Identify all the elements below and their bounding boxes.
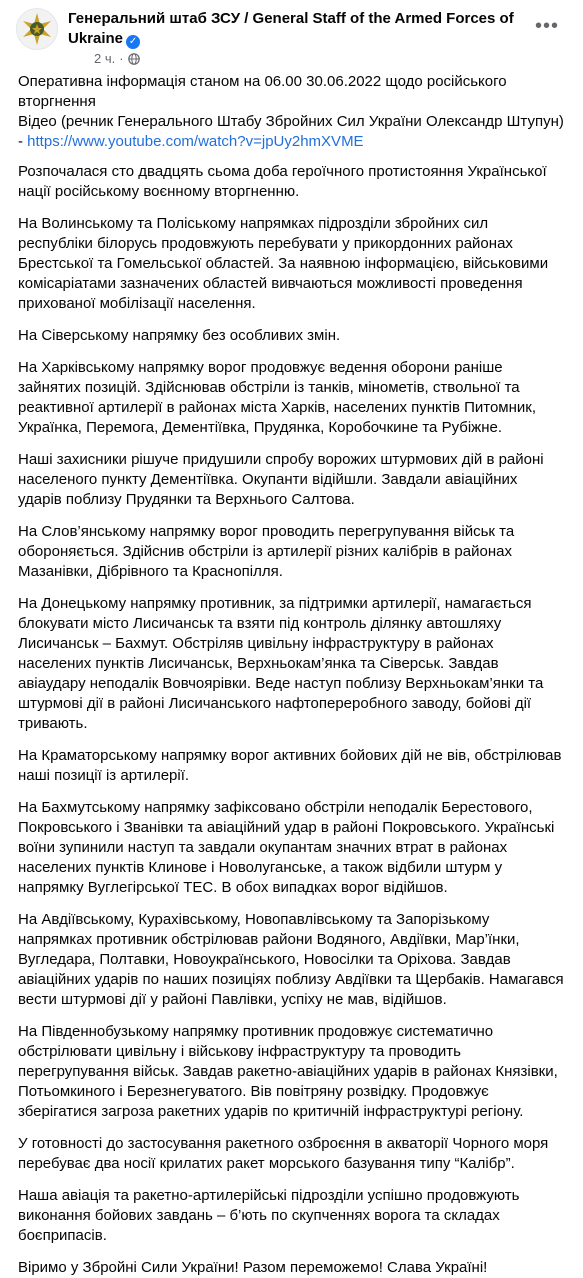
paragraph: Віримо у Збройні Сили України! Разом переможемо! Слава Україні! (18, 1259, 488, 1276)
paragraph: На Бахмутському напрямку зафіксовано обстріли неподалік Берестового, Покровського і Званівки та авіаційний удар в районі Покровського. Українські воїни зупинили наступ та завдали окупантам значних втрат в районах населених пунктів Клинове і Новолуганське, а також відбили штурм у напрямку Вуглегірської ТЕС. В обох випадках ворог відійшов. (18, 799, 555, 896)
paragraph: На Донецькому напрямку противник, за підтримки артилерії, намагається блокувати місто Лисичанськ та взяти під контроль ділянку автошляху Лисичанськ – Бахмут. Обстріляв цивільну інфраструктуру в районах населених пунктів Лисичанськ, Верхньокам’янка та Сіверськ. Завдав авіаудару неподалік Вовчоярівки. Веде наступ поблизу Верхньокам’янки та штурмові дії в районі Лисичанського нафтопереробного заводу, бойові дії тривають. (18, 595, 544, 732)
meta-separator: · (119, 51, 124, 66)
page-name-text[interactable]: Генеральний штаб ЗСУ / General Staff of the Armed Forces of Ukraine (68, 10, 514, 47)
paragraph: На Слов’янському напрямку ворог проводить перегрупування військ та обороняється. Здійснив обстріли із артилерії різних калібрів в районах Мазанівки, Дібрівного та Краснопілля. (18, 523, 515, 580)
page-avatar[interactable] (16, 8, 58, 50)
paragraph: Наша авіація та ракетно-артилерійські підрозділи успішно продовжують виконання бойових завдань – б’ють по скупченнях ворога та складах боєприпасів. (18, 1187, 520, 1244)
paragraph: Наші захисники рішуче придушили спробу ворожих штурмових дій в районі населеного пункту Дементіївка. Окупанти відійшли. Завдали авіаційних ударів поблизу Прудянки та Верхнього Салтова. (18, 451, 544, 508)
post-timestamp[interactable]: 2 ч. (94, 51, 116, 66)
general-staff-emblem-icon (19, 11, 55, 47)
globe-icon (128, 53, 140, 65)
intro-title: Оперативна інформація станом на 06.00 30.06.2022 щодо російського вторгнення (18, 73, 507, 110)
verified-badge-icon: ✓ (126, 35, 140, 49)
paragraph: На Сіверському напрямку без особливих змін. (18, 327, 341, 344)
page-name[interactable] (68, 9, 533, 49)
post-intro (18, 72, 565, 152)
video-link[interactable]: https://www.youtube.com/watch?v=jpUy2hmXVME (27, 133, 364, 150)
paragraph: На Південнобузькому напрямку противник продовжує систематично обстрілювати цивільну і військову інфраструктуру та проводить перегрупування військ. Завдав ракетно-авіаційних ударів в районах Князівки, Потьомкиного і Березнегуватого. Вів повітряну розвідку. Продовжує зберігатися загроза ракетних ударів по критичній інфраструктурі регіону. (18, 1023, 558, 1120)
post-header (8, 0, 575, 68)
paragraph: На Волинському та Поліському напрямках підрозділи збройних сил республіки білорусь продовжують перебувати у прикордонних районах Брестської та Гомельської областей. За наявною інформацією, військовими комісаріатами зазначених областей вивчаються можливості проведення прихованої мобілізації населення. (18, 215, 549, 312)
paragraph: На Краматорському напрямку ворог активних бойових дій не вів, обстрілював наші позиції із артилерії. (18, 747, 562, 784)
paragraph: На Авдіївському, Курахівському, Новопавлівському та Запорізькому напрямках противник обстрілював райони Водяного, Авдіївки, Мар’їнки, Вугледара, Полтавки, Новоукраїнського, Новосілки та Оріхова. Завдав авіаційних ударів по наших позиціях поблизу Авдіївки та Щербаків. Намагався вести штурмові дії у районі Павлівки, успіху не мав, відійшов. (18, 911, 564, 1008)
post-meta (94, 51, 140, 67)
paragraph: На Харківському напрямку ворог продовжує ведення оборони раніше зайнятих позицій. Здійснював обстріли із танків, мінометів, ствольної та реактивної артилерії в районах міста Харків, населених пунктів Питомник, Українка, Перемога, Дементіївка, Прудянка, Коробочкине та Рубіжне. (18, 359, 537, 436)
paragraph: У готовності до застосування ракетного озброєння в акваторії Чорного моря перебуває два носії крилатих ракет морського базування типу “Калібр”. (18, 1135, 549, 1172)
more-options-icon[interactable]: ••• (534, 14, 559, 37)
intro-video-caption: Відео (речник Генерального Штабу Збройних Сил України Олександр Штупун) - (18, 113, 564, 150)
paragraph: Розпочалася сто двадцять сьома доба героїчного протистояння Української нації російському воєнному вторгненню. (18, 163, 547, 200)
post-body (8, 68, 575, 1278)
